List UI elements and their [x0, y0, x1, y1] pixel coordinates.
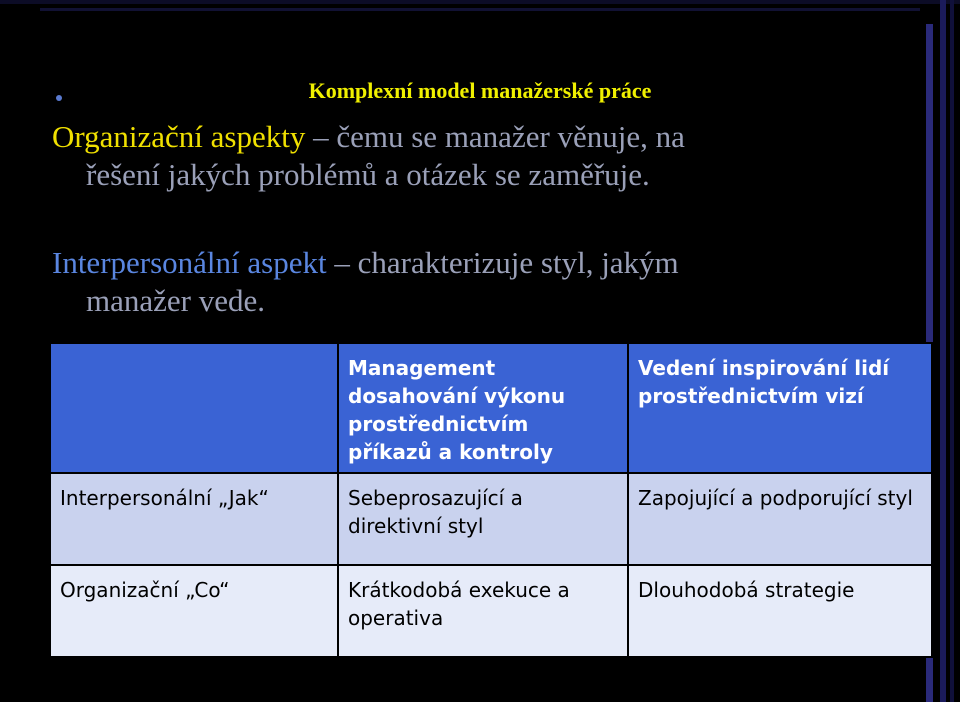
- table-header-row: [50, 343, 932, 473]
- paragraph-organizational-highlight: Organizační aspekty: [52, 119, 306, 154]
- decorative-top-line: [40, 8, 920, 11]
- paragraph-interpersonal-line2: manažer vede.: [86, 283, 265, 318]
- slide-title: [0, 78, 960, 104]
- decorative-stripe: [940, 0, 946, 702]
- decorative-stripe: [950, 0, 954, 702]
- table-header-cell: [50, 343, 338, 473]
- table-row: [50, 473, 932, 565]
- slide-title-text: Komplexní model manažerské práce: [308, 78, 652, 103]
- table-cell: Organizační „Co“: [50, 565, 338, 657]
- table-cell: Zapojující a podporující styl: [628, 473, 932, 565]
- table-cell: Sebeprosazující a direktivní styl: [338, 473, 628, 565]
- table-header-cell: Management dosahování výkonu prostřednictvím příkazů a kontroly: [338, 343, 628, 473]
- bullet-dot-icon: [56, 95, 62, 101]
- paragraph-organizational: [52, 118, 912, 194]
- paragraph-interpersonal-rest: – charakterizuje styl, jakým: [326, 245, 679, 280]
- paragraph-organizational-rest: – čemu se manažer věnuje, na: [305, 119, 685, 154]
- table-cell: Interpersonální „Jak“: [50, 473, 338, 565]
- table-cell: Dlouhodobá strategie: [628, 565, 932, 657]
- paragraph-organizational-line2: řešení jakých problémů a otázek se zaměřuje.: [86, 157, 650, 192]
- table-row: [50, 565, 932, 657]
- decorative-top-band: [0, 0, 960, 4]
- table-header-cell: Vedení inspirování lidí prostřednictvím vizí: [628, 343, 932, 473]
- model-table: [49, 342, 933, 658]
- paragraph-interpersonal: [52, 244, 912, 320]
- paragraph-interpersonal-highlight: Interpersonální aspekt: [52, 245, 327, 280]
- table-cell: Krátkodobá exekuce a operativa: [338, 565, 628, 657]
